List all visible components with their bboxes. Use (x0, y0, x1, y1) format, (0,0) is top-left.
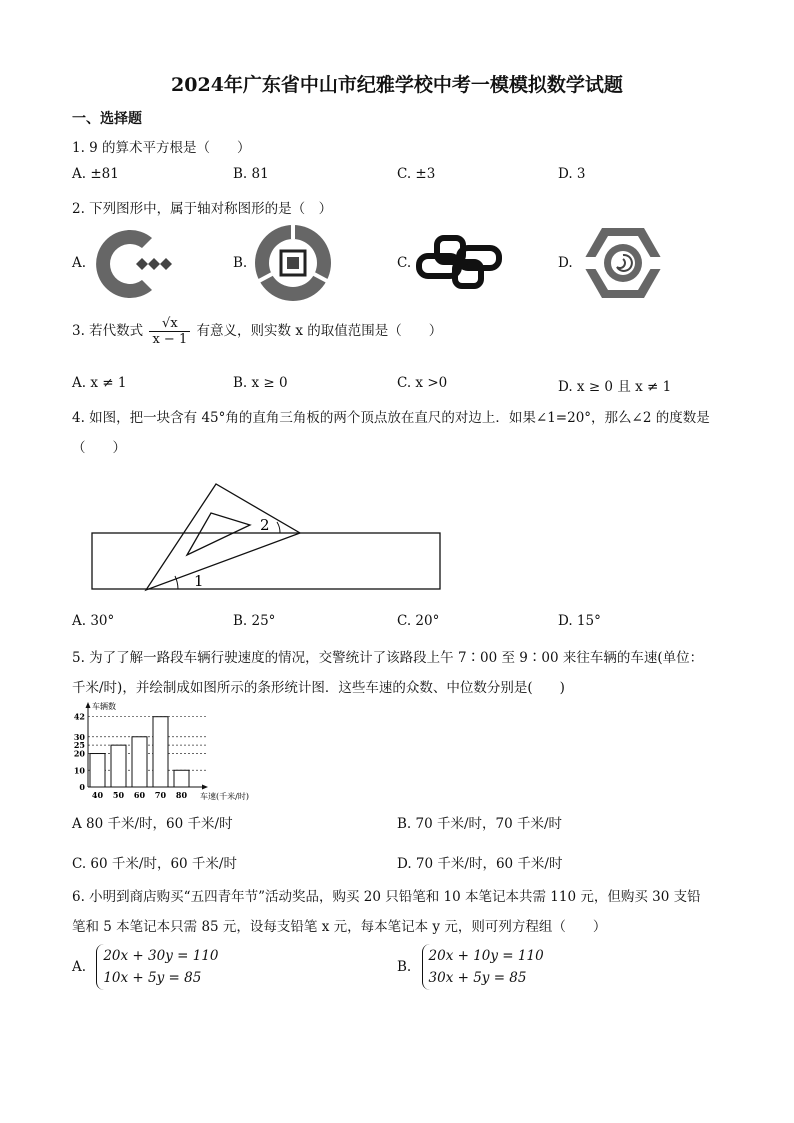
bar-80 (174, 770, 189, 787)
q2-option-d: D. (558, 255, 573, 271)
q3-option-c: C. x >0 (397, 375, 448, 391)
bar-70 (153, 717, 168, 787)
q6-option-b-system (422, 944, 544, 990)
q4-option-a: A. 30° (72, 613, 115, 629)
q6-option-a-label: A. (72, 959, 87, 975)
q4-option-d: D. 15° (558, 613, 601, 629)
q5-option-b: B. 70 千米/时，70 千米/时 (397, 816, 563, 832)
figure-d-hexagon-logo (578, 224, 668, 302)
q2-option-c: C. (397, 255, 412, 271)
q2-option-a: A. (72, 255, 87, 271)
q3-stem-suffix: 有意义，则实数 x 的取值范围是（ ） (196, 323, 443, 339)
q4-option-c: C. 20° (397, 613, 440, 629)
q1-option-a: A. ±81 (72, 166, 119, 182)
q5-option-a: A 80 千米/时，60 千米/时 (72, 816, 233, 832)
x-tick-label: 60 (133, 790, 146, 800)
q6-option-a-eq2: 10x + 5y = 85 (103, 970, 202, 986)
bar-50 (111, 745, 126, 787)
q5-bar-chart (70, 700, 280, 804)
y-tick-label: 25 (73, 740, 85, 751)
figure-c-knot-logo (415, 234, 505, 290)
q5-stem-line1: 5. 为了了解一路段车辆行驶速度的情况，交警统计了该路段上午 7∶00 至 9∶00 来往车辆的车速(单位： (72, 650, 704, 666)
q3-stem-prefix: 3. 若代数式 (72, 323, 144, 339)
q3-stem (72, 316, 442, 347)
set-square-outer (146, 484, 300, 590)
q2-stem: 2. 下列图形中，属于轴对称图形的是（ ） (72, 201, 333, 217)
bar-40 (90, 754, 105, 787)
q1-stem: 1. 9 的算术平方根是（ ） (72, 140, 251, 156)
q4-stem-line2: （ ） (72, 440, 126, 456)
y-tick-label: 0 (79, 782, 85, 792)
q4-option-b: B. 25° (233, 613, 276, 629)
q1-option-d: D. 3 (558, 166, 586, 182)
q5-option-c: C. 60 千米/时，60 千米/时 (72, 856, 237, 872)
q3-fraction (149, 316, 190, 347)
q6-option-a-eq1: 20x + 30y = 110 (103, 948, 219, 964)
y-axis-label: 车辆数 (92, 702, 116, 711)
q4-ruler-triangle-figure (88, 478, 448, 598)
q3-option-a: A. x ≠ 1 (72, 375, 127, 391)
q3-option-d: D. x ≥ 0 且 x ≠ 1 (558, 379, 672, 395)
q6-option-b-label: B. (397, 959, 412, 975)
q6-option-b-eq1: 20x + 10y = 110 (428, 948, 544, 964)
q6-stem-line2: 笔和 5 本笔记本只需 85 元，设每支铅笔 x 元，每本笔记本 y 元，则可列方程组（ ） (72, 919, 607, 935)
x-tick-label: 50 (112, 790, 125, 800)
q6-option-b-eq2: 30x + 5y = 85 (428, 970, 527, 986)
bar-60 (132, 737, 147, 787)
q1-option-c: C. ±3 (397, 166, 436, 182)
q6-option-a (72, 944, 219, 990)
y-tick-label: 42 (73, 711, 85, 722)
x-tick-label: 80 (175, 790, 188, 800)
x-tick-label: 70 (154, 790, 167, 800)
section-heading: 一、选择题 (72, 111, 142, 127)
ruler (92, 533, 440, 589)
q4-stem-line1: 4. 如图，把一块含有 45°角的直角三角板的两个顶点放在直尺的对边上．如果∠1=20°，那么∠2 的度数是 (72, 410, 710, 426)
q6-stem-line1: 6. 小明到商店购买“五四青年节”活动奖品，购买 20 只铅笔和 10 本笔记本共需 110 元，但购买 30 支铅 (72, 889, 701, 905)
x-axis-label: 车速(千米/时) (200, 792, 249, 801)
angle-2-label: 2 (260, 516, 270, 534)
q3-option-b: B. x ≥ 0 (233, 375, 288, 391)
q6-option-a-system (96, 944, 218, 990)
figure-a-c-logo (90, 224, 180, 304)
q2-option-b: B. (233, 255, 248, 271)
q5-option-d: D. 70 千米/时，60 千米/时 (397, 856, 563, 872)
y-tick-label: 30 (73, 731, 85, 742)
q3-fraction-numerator: √x (149, 316, 190, 332)
q3-fraction-denominator: x − 1 (152, 332, 188, 347)
y-tick-label: 10 (73, 765, 85, 776)
y-tick-label: 20 (73, 748, 85, 759)
x-axis-arrow (202, 785, 208, 790)
y-axis-arrow (86, 702, 91, 708)
figure-b-ring-logo (252, 222, 334, 304)
angle-1-label: 1 (194, 572, 204, 590)
page-title: 2024年广东省中山市纪雅学校中考一模模拟数学试题 (171, 74, 623, 96)
x-tick-label: 40 (91, 790, 104, 800)
q1-option-b: B. 81 (233, 166, 269, 182)
set-square-inner (187, 513, 250, 555)
q5-stem-line2: 千米/时)，并绘制成如图所示的条形统计图．这些车速的众数、中位数分别是( ) (72, 680, 565, 696)
q6-option-b (397, 944, 544, 990)
